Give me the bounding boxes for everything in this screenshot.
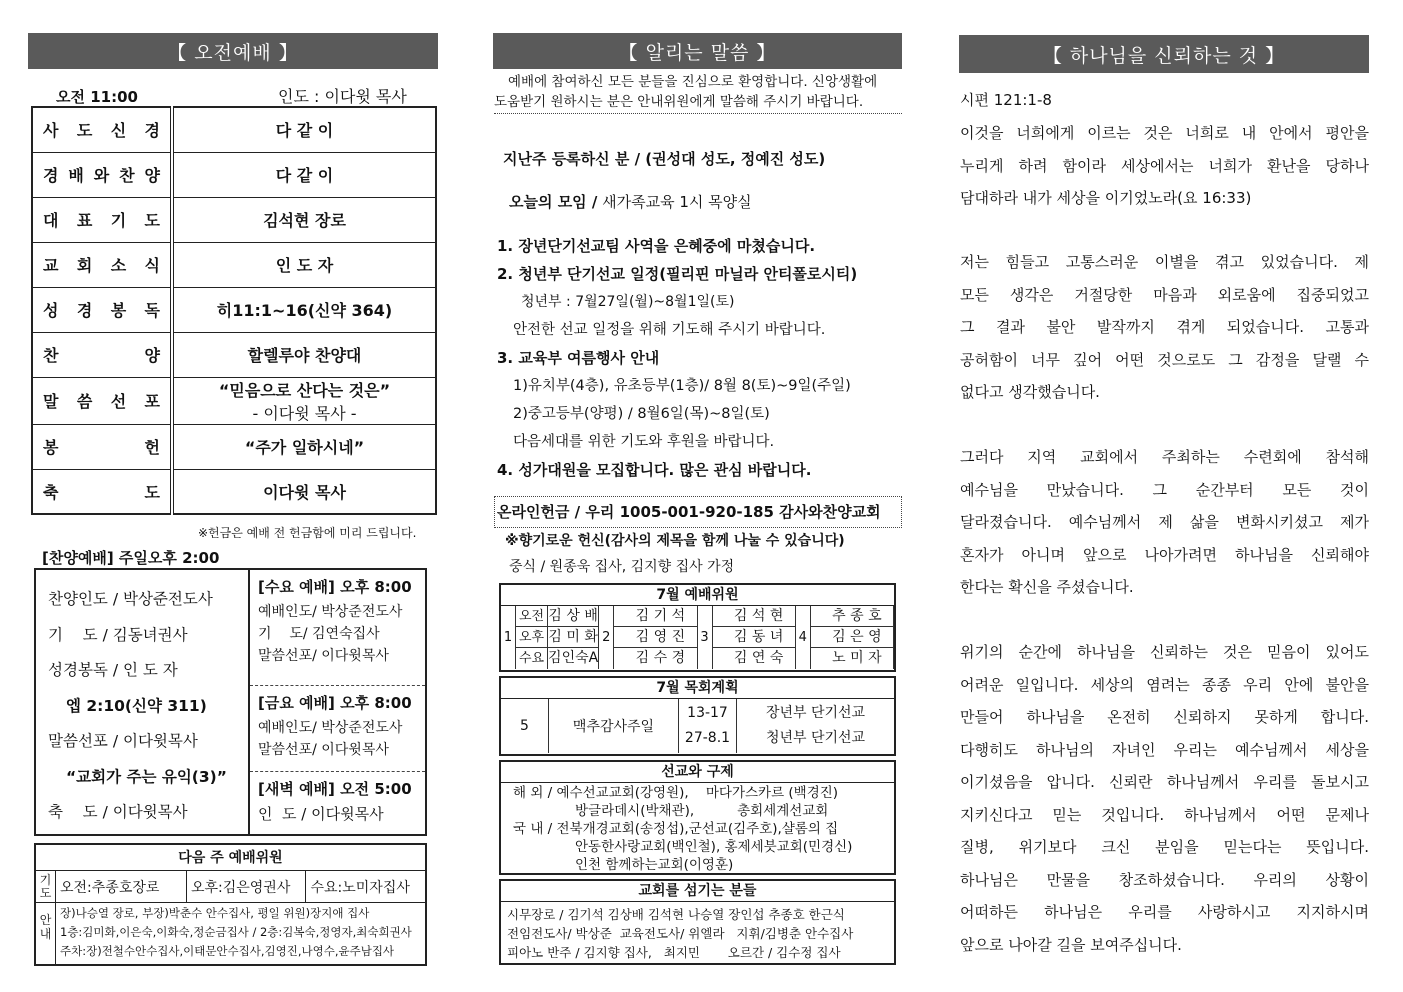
next-prayer-item: 오후:김은영권사 <box>187 871 307 902</box>
wednesday-service <box>250 570 425 686</box>
july-name: 김 상 배 <box>548 608 598 624</box>
worship-value <box>172 424 436 469</box>
worship-value-text: 인 도 자 <box>275 256 334 275</box>
service-item: 기 도/ 김연숙집사 <box>258 626 380 642</box>
news-list <box>497 232 857 484</box>
praise-item: “교회가 주는 유익(3)” <box>66 767 227 786</box>
worship-value-text: 김석현 장로 <box>263 211 346 230</box>
label-char: 봉 <box>43 438 59 457</box>
label-char: 경 <box>43 166 59 185</box>
worship-value <box>172 377 436 424</box>
july-slot <box>614 606 624 626</box>
next-guide-label: 안내 <box>36 903 56 964</box>
july-name: 김 석 현 <box>733 608 784 624</box>
july-name: 김 기 석 <box>635 608 686 624</box>
worship-row <box>32 242 436 287</box>
text-line: 만들어 하나님을 온전히 신뢰하지 못하게 합니다. <box>960 708 1369 726</box>
news-item: 2. 청년부 단기선교 일정(필리핀 마닐라 안티폴로시티) <box>497 265 858 283</box>
dedication-detail: 중식 / 원종욱 집사, 김지향 집사 가정 <box>509 559 735 575</box>
label-char: 와 <box>93 166 110 185</box>
praise-service-list <box>36 582 248 831</box>
plan-events: 장년부 단기선교 청년부 단기선교 <box>765 705 866 746</box>
july-plan-box <box>499 676 896 756</box>
label-char: 찬 <box>119 166 135 185</box>
service-item: 말씀선포/ 이다윗목사 <box>258 742 389 758</box>
label-char: 찬 <box>43 346 59 365</box>
dawn-service <box>250 772 425 825</box>
friday-title: [금요 예배] 오후 8:00 <box>258 694 412 712</box>
paragraph-3 <box>960 636 1369 961</box>
servant-item: 시무장로 / 김기석 김상배 김석현 나승열 장인섭 추종호 한근식 <box>507 907 845 922</box>
july-slot <box>811 627 821 647</box>
servant-item: 피아노 반주 / 김지향 집사, 최지민 오르간 / 김수정 집사 <box>507 945 841 960</box>
plan-event: 맥추감사주일 <box>549 699 679 753</box>
label-char: 양 <box>144 166 160 185</box>
order-of-worship-table <box>31 106 437 515</box>
service-item: 인 도 / 이다윗목사 <box>258 805 384 823</box>
text-line: 저는 힘들고 고통스러운 이별을 겪고 있었습니다. 제 <box>960 253 1369 271</box>
praise-item: 엡 2:10(신약 311) <box>66 696 207 715</box>
text-line: 달라졌습니다. 예수님께서 제 삶을 변화시키셨고 제가 <box>960 513 1369 531</box>
july-slot: 오후 <box>516 627 548 647</box>
dawn-title: [새벽 예배] 오전 5:00 <box>258 780 412 798</box>
text-line: 담대하라 내가 세상을 이기었노라(요 16:33) <box>960 189 1252 207</box>
next-guide-item: 주차:장)전철수안수집사,이태문안수집사,김영진,나영수,윤주남집사 <box>60 944 395 958</box>
label-char: 소 <box>110 256 127 275</box>
offering-note: ※헌금은 예배 전 헌금함에 미리 드립니다. <box>198 526 417 540</box>
worship-label <box>32 332 172 377</box>
label-char: 경 <box>76 301 93 320</box>
worship-label <box>32 287 172 332</box>
worship-row <box>32 197 436 242</box>
july-group-number: 1 <box>503 630 513 645</box>
worship-value-text: “믿음으로 산다는 것은” <box>218 380 391 400</box>
worship-value <box>172 287 436 332</box>
july-slot <box>713 606 723 626</box>
label-char: 선 <box>110 392 127 411</box>
next-guide-item: 1층:김미화,이은숙,이화숙,정순금집사 / 2층:김복숙,정영자,최숙희권사 <box>60 925 412 939</box>
label-char: 경 <box>144 121 160 141</box>
worship-label <box>32 242 172 287</box>
plan-dates: 13-17 27-8.1 <box>679 699 737 753</box>
july-name: 김인숙A <box>548 650 599 666</box>
worship-value-sub: - 이다윗 목사 - <box>252 403 357 423</box>
text-line: 어려운 일입니다. 세상의 염려는 종종 우리 안에 불안을 <box>960 675 1369 694</box>
worship-row <box>32 152 436 197</box>
july-name: 노 미 자 <box>832 650 882 666</box>
mission-title: 선교와 구제 <box>501 762 894 783</box>
label-char: 사 <box>43 121 59 141</box>
today-meeting: 오늘의 모임 / 새가족교육 1시 목양실 <box>509 193 752 211</box>
july-name: 김 수 경 <box>635 650 686 666</box>
july-slot <box>614 627 624 647</box>
text-line: 예수님을 만났습니다. 그 순간부터 모든 것이 <box>960 480 1369 499</box>
text-line: 한다는 확신을 주셨습니다. <box>960 578 1134 596</box>
text-line: 앞으로 나아갈 길을 보여주십니다. <box>960 935 1182 954</box>
mission-item: 방글라데시(박채관), 총회세계선교회 <box>575 803 829 819</box>
text-line: 공허함이 너무 깊어 어떤 것으로도 그 감정을 달랠 수 <box>960 350 1369 369</box>
july-group-number: 3 <box>700 630 709 645</box>
worship-value <box>172 197 436 242</box>
registered-members: 지난주 등록하신 분 / (권성대 성도, 정예진 성도) <box>503 150 826 168</box>
announcements-header: 【 알리는 말씀 】 <box>493 33 902 69</box>
july-slot <box>713 627 723 647</box>
friday-service <box>250 686 425 772</box>
label-char: 교 <box>43 256 59 275</box>
text-line: 다행히도 하나님의 자녀인 우리는 예수님께서 세상을 <box>960 740 1369 759</box>
praise-item: 기 도 / 김동녀권사 <box>48 625 188 644</box>
text-line: 하나님은 만물을 창조하셨습니다. 우리의 상황이 <box>960 870 1369 889</box>
label-char: 도 <box>144 482 160 502</box>
july-group <box>712 606 796 669</box>
servant-item: 전임전도사/ 박상준 교육전도사/ 위엘라 지휘/김병춘 안수집사 <box>507 926 854 941</box>
worship-label <box>32 197 172 242</box>
july-servants-box <box>499 583 896 672</box>
praise-item: 축 도 / 이다윗목사 <box>48 803 188 821</box>
dedication-title: ※향기로운 헌신(감사의 제목을 함께 나눌 수 있습니다) <box>505 533 845 549</box>
label-char: 독 <box>144 301 160 320</box>
next-prayer-item: 수요:노미자집사 <box>310 879 410 896</box>
next-prayer-item: 오전:추종호장로 <box>56 871 187 902</box>
mission-item: 해 외 / 예수선교교회(강영원), 마다가스카르 (백경진) <box>513 785 839 801</box>
july-name: 김 연 숙 <box>733 650 784 666</box>
mission-item: 국 내 / 전북개경교회(송정섭),군선교(김주호),샬롬의 집 <box>513 821 839 837</box>
july-group <box>613 606 697 669</box>
july-name: 김 은 영 <box>832 629 882 645</box>
text-line: 혼자가 아니며 앞으로 나아가려면 하나님을 신뢰해야 <box>960 545 1369 564</box>
news-item: 1)유치부(4층), 유초등부(1층)/ 8월 8(토)~9일(주일) <box>513 378 851 394</box>
july-slot <box>713 648 723 669</box>
worship-value <box>172 469 436 514</box>
news-item: 2)중고등부(양평) / 8월6일(목)~8일(토) <box>513 406 770 422</box>
news-item: 다음세대를 위한 기도와 후원을 바랍니다. <box>513 434 775 450</box>
label-char: 포 <box>144 392 160 411</box>
service-item: 말씀선포/ 이다윗목사 <box>258 648 389 664</box>
text-line: 그 결과 불안 발작까지 겪게 되었습니다. 고통과 <box>960 318 1369 336</box>
worship-value-text: 다 같 이 <box>275 121 334 141</box>
paragraph-2 <box>960 441 1369 604</box>
july-slot <box>811 606 821 626</box>
worship-row <box>32 107 436 152</box>
worship-label <box>32 469 172 514</box>
text-line: 없다고 생각했습니다. <box>960 383 1100 401</box>
worship-row <box>32 469 436 514</box>
label-char: 배 <box>68 166 84 185</box>
text-line: 이기셨음을 압니다. 신뢰란 하나님께서 우리를 돌보시고 <box>960 773 1369 791</box>
july-name: 김 영 진 <box>635 629 686 645</box>
servants-title: 교회를 섬기는 분들 <box>501 881 894 902</box>
praise-service-title: [찬양예배] 주일오후 2:00 <box>42 549 220 567</box>
july-plan-title: 7월 목회계획 <box>501 678 894 699</box>
july-name: 김 미 화 <box>548 629 598 645</box>
label-char: 기 <box>110 211 127 230</box>
label-char: 도 <box>76 121 93 141</box>
label-char: 도 <box>144 211 160 230</box>
text-line: 어떠하든 하나님은 우리를 사랑하시고 지지하시며 <box>960 903 1369 921</box>
morning-service-header: 【 오전예배 】 <box>28 33 438 69</box>
paragraph-1 <box>960 246 1369 409</box>
text-line: 질병, 위기보다 크신 분임을 믿는다는 뜻입니다. <box>960 838 1369 856</box>
news-item: 4. 성가대원을 모집합니다. 많은 관심 바랍니다. <box>497 461 812 479</box>
label-char: 씀 <box>76 392 93 411</box>
news-item: 청년부 : 7월27일(월)~8월1일(토) <box>521 294 735 310</box>
label-char: 축 <box>43 482 59 502</box>
label-char: 표 <box>76 211 93 230</box>
worship-row <box>32 377 436 424</box>
scripture-verse <box>960 117 1369 215</box>
worship-value-text: 이다윗 목사 <box>263 482 346 502</box>
worship-label <box>32 152 172 197</box>
july-group <box>810 606 894 669</box>
praise-item: 말씀선포 / 이다윗목사 <box>48 732 198 750</box>
label-char: 헌 <box>144 438 160 457</box>
text-line: 위기의 순간에 하나님을 신뢰하는 것은 믿음이 있어도 <box>960 643 1369 661</box>
praise-item: 찬양인도 / 박상준전도사 <box>48 590 213 608</box>
label-char: 양 <box>144 346 160 365</box>
mission-box <box>499 760 896 875</box>
worship-value <box>172 332 436 377</box>
wednesday-title: [수요 예배] 오후 8:00 <box>258 578 412 596</box>
news-item: 안전한 선교 일정을 위해 기도해 주시기 바랍니다. <box>513 322 826 338</box>
july-name: 김 동 녀 <box>733 629 784 645</box>
label-char: 대 <box>43 211 59 230</box>
july-group <box>515 606 599 669</box>
label-char: 신 <box>110 121 127 141</box>
text-line: 누리게 하려 함이라 세상에서는 너희가 환난을 당하나 <box>960 156 1369 175</box>
welcome-text: 예배에 참여하신 모든 분들을 진심으로 환영합니다. 신앙생활에 도움받기 원하시는 분은 안내위원에게 말씀해 주시기 바랍니다. <box>494 72 902 114</box>
service-time: 오전 11:00 <box>56 88 138 106</box>
worship-label <box>32 424 172 469</box>
text-line: 그러다 지역 교회에서 주최하는 수련회에 참석해 <box>960 448 1369 466</box>
label-char: 말 <box>43 392 59 411</box>
meditation-header: 【 하나님을 신뢰하는 것 】 <box>959 35 1369 73</box>
news-item: 1. 장년단기선교팀 사역을 은혜중에 마쳤습니다. <box>497 237 816 255</box>
worship-value <box>172 242 436 287</box>
praise-item: 성경봉독 / 인 도 자 <box>48 661 178 679</box>
plan-week: 5 <box>501 699 549 753</box>
text-line: 지키신다고 믿는 것입니다. 하나님께서 어떤 문제나 <box>960 805 1369 824</box>
worship-value <box>172 107 436 152</box>
next-week-servants <box>34 843 427 966</box>
worship-label <box>32 107 172 152</box>
text-line: 모든 생각은 거절당한 마음과 외로움에 집중되었고 <box>960 285 1369 304</box>
label-char: 성 <box>43 301 59 320</box>
scripture-reference: 시편 121:1-8 <box>960 91 1052 109</box>
next-prayer-label: 기도 <box>36 871 56 902</box>
news-item: 3. 교육부 여름행사 안내 <box>497 349 660 367</box>
july-servants-title: 7월 예배위원 <box>501 585 894 606</box>
online-offering: 온라인헌금 / 우리 1005-001-920-185 감사와찬양교회 <box>494 496 902 528</box>
worship-value <box>172 152 436 197</box>
july-slot <box>614 648 624 669</box>
worship-value-text: 히11:1~16(신약 364) <box>216 301 393 320</box>
july-group-number: 4 <box>798 630 807 645</box>
next-guide-item: 장)나승열 장로, 부장)박춘수 안수집사, 평일 위원)장지애 집사 <box>60 906 370 920</box>
text-line: 이것을 너희에게 이르는 것은 너희로 내 안에서 평안을 <box>960 124 1369 142</box>
july-slot: 오전 <box>516 606 548 626</box>
weekly-services-box <box>34 568 427 836</box>
july-slot: 수요 <box>516 648 548 669</box>
service-item: 예배인도/ 박상준전도사 <box>258 604 403 620</box>
servants-box <box>499 879 896 965</box>
worship-value-text: 할렐루야 찬양대 <box>247 346 362 365</box>
service-leader: 인도 : 이다윗 목사 <box>278 87 407 106</box>
mission-item: 안동한사랑교회(백인철), 홍제세븟교회(민경신) <box>575 839 853 855</box>
july-slot <box>811 648 821 669</box>
worship-value-text: 다 같 이 <box>275 166 334 185</box>
july-group-number: 2 <box>602 630 611 645</box>
worship-row <box>32 332 436 377</box>
service-item: 예배인도/ 박상준전도사 <box>258 720 403 736</box>
worship-value-text: “주가 일하시네” <box>244 438 365 457</box>
label-char: 봉 <box>110 301 127 320</box>
mission-item: 인천 함께하는교회(이영훈) <box>575 857 734 873</box>
worship-row <box>32 424 436 469</box>
worship-row <box>32 287 436 332</box>
worship-label <box>32 377 172 424</box>
label-char: 회 <box>76 256 93 275</box>
july-name: 추 종 호 <box>832 608 882 624</box>
label-char: 식 <box>144 256 160 275</box>
next-week-title: 다음 주 예배위원 <box>36 845 425 871</box>
